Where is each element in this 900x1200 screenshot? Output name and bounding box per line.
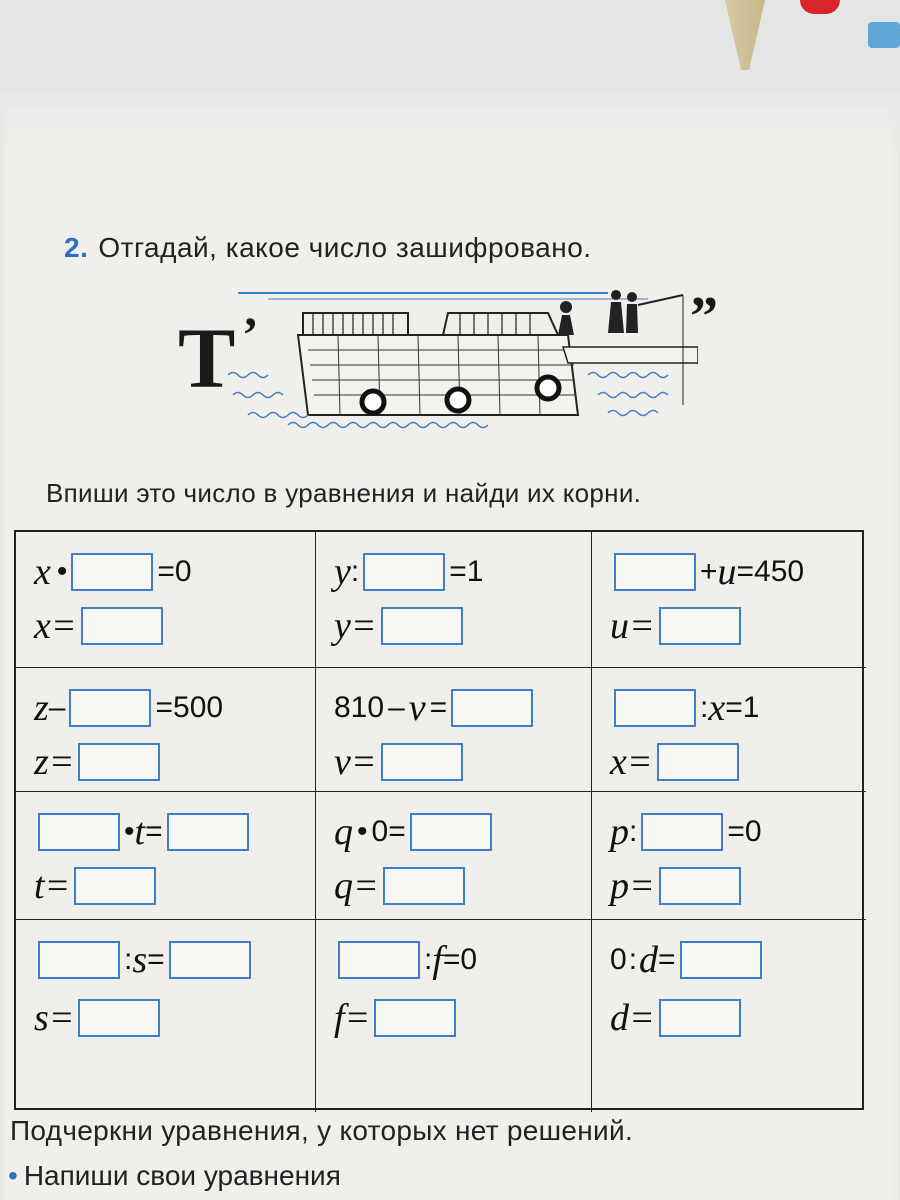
blue-object-icon <box>868 22 900 48</box>
equation-rest: = <box>147 943 165 976</box>
answer-box[interactable] <box>38 813 120 851</box>
root-line <box>34 996 164 1040</box>
equation-variable: f <box>432 939 443 981</box>
equation-cell <box>316 792 592 920</box>
equation-variable: t <box>134 811 146 853</box>
root-line <box>610 740 743 784</box>
answer-box[interactable] <box>363 553 445 591</box>
root-line <box>334 864 469 908</box>
root-box[interactable] <box>381 607 463 645</box>
operator: : <box>124 943 133 976</box>
equation-line <box>334 550 483 594</box>
root-box[interactable] <box>78 999 160 1037</box>
equations-table <box>14 530 864 1110</box>
root-label: x= <box>610 741 653 783</box>
root-label: q= <box>334 865 379 907</box>
root-line <box>334 604 467 648</box>
answer-box[interactable] <box>169 941 251 979</box>
equation-rest: =450 <box>736 555 805 588</box>
root-line <box>610 864 745 908</box>
equation-variable: q <box>334 811 353 853</box>
root-label: f= <box>334 997 371 1039</box>
answer-box[interactable] <box>410 813 492 851</box>
equation-rest: =0 <box>442 943 478 976</box>
operator: : <box>629 815 638 848</box>
equation-rest: 0= <box>371 815 406 848</box>
root-box[interactable] <box>659 867 741 905</box>
root-line <box>334 996 460 1040</box>
equation-cell <box>592 792 866 920</box>
root-line <box>610 604 745 648</box>
root-label: p= <box>610 865 655 907</box>
rebus-letter: Т <box>178 310 236 406</box>
root-box[interactable] <box>374 999 456 1037</box>
root-box[interactable] <box>657 743 739 781</box>
equation-rest: =0 <box>157 555 192 588</box>
equation-variable: p <box>610 811 629 853</box>
operator: • <box>357 815 368 848</box>
answer-box[interactable] <box>641 813 723 851</box>
equation-cell <box>316 532 592 668</box>
answer-box[interactable] <box>614 553 696 591</box>
equation-variable: s <box>132 939 148 981</box>
operator: – <box>48 691 66 724</box>
equation-variable: d <box>639 939 659 981</box>
root-label: x= <box>34 605 77 647</box>
equation-rest: = <box>429 691 448 724</box>
equation-cell <box>16 532 316 668</box>
answer-box[interactable] <box>338 941 420 979</box>
root-line <box>34 864 160 908</box>
equation-line <box>334 938 477 982</box>
write-instruction-text: Напиши свои уравнения <box>23 1160 341 1191</box>
equation-rest: =0 <box>727 815 762 848</box>
root-line <box>34 740 164 784</box>
equation-rest: = <box>658 943 676 976</box>
equation-cell <box>16 668 316 792</box>
rebus-puzzle <box>178 285 738 445</box>
operator: + <box>700 555 718 588</box>
task-title-text: Отгадай, какое число зашифровано. <box>98 232 592 263</box>
equation-line <box>34 686 223 730</box>
equation-number: 0 <box>610 943 627 976</box>
barge-illustration-icon <box>228 285 698 435</box>
answer-box[interactable] <box>680 941 762 979</box>
equation-rest: = <box>145 815 163 848</box>
operator: : <box>350 555 360 588</box>
rebus-apostrophe: ’ <box>242 306 259 362</box>
root-box[interactable] <box>81 607 163 645</box>
underline-instruction: Подчеркни уравнения, у которых нет решений. <box>10 1115 634 1146</box>
equation-number: 810 <box>334 691 385 724</box>
plastic-cover-edge <box>0 92 900 152</box>
answer-box[interactable] <box>69 689 151 727</box>
equation-cell <box>592 532 866 668</box>
operator: : <box>424 943 433 976</box>
answer-box[interactable] <box>38 941 120 979</box>
root-box[interactable] <box>78 743 160 781</box>
task-number: 2. <box>64 232 89 263</box>
answer-box[interactable] <box>614 689 696 727</box>
equation-variable: x <box>708 687 726 729</box>
operator: • <box>56 555 68 588</box>
root-label: d= <box>610 997 655 1039</box>
root-box[interactable] <box>659 999 741 1037</box>
equation-variable: u <box>717 551 737 593</box>
equation-rest: =500 <box>155 691 224 724</box>
root-label: u= <box>610 605 655 647</box>
root-box[interactable] <box>659 607 741 645</box>
equation-cell <box>16 792 316 920</box>
equation-line <box>334 686 537 730</box>
equation-variable: z <box>34 687 49 729</box>
root-label: t= <box>34 865 71 907</box>
write-instruction <box>8 1160 341 1192</box>
equation-cell <box>592 668 866 792</box>
instruction-text: Впиши это число в уравнения и найди их корни. <box>46 478 642 508</box>
answer-box[interactable] <box>451 689 533 727</box>
equation-variable: x <box>34 551 51 593</box>
equation-line <box>610 938 766 982</box>
equation-cell <box>316 920 592 1112</box>
root-line <box>34 604 167 648</box>
root-box[interactable] <box>74 867 156 905</box>
equation-line <box>34 550 192 594</box>
root-label: v= <box>334 741 377 783</box>
answer-box[interactable] <box>167 813 249 851</box>
equation-cell <box>16 920 316 1112</box>
root-line <box>610 996 745 1040</box>
operator: : <box>628 943 638 976</box>
bullet-icon: • <box>8 1160 18 1191</box>
operator: : <box>700 691 709 724</box>
root-label: z= <box>34 741 75 783</box>
equation-variable: y <box>334 551 351 593</box>
equation-line <box>610 686 759 730</box>
equation-rest: =1 <box>725 691 760 724</box>
answer-box[interactable] <box>71 553 153 591</box>
operator: – <box>388 691 405 724</box>
root-label: y= <box>334 605 377 647</box>
root-box[interactable] <box>383 867 465 905</box>
equation-line <box>34 810 253 854</box>
root-line <box>334 740 467 784</box>
equation-line <box>610 810 762 854</box>
equation-line <box>334 810 496 854</box>
operator: • <box>124 815 135 848</box>
equation-line <box>610 550 804 594</box>
root-box[interactable] <box>381 743 463 781</box>
equation-variable: v <box>408 687 426 729</box>
equation-cell <box>316 668 592 792</box>
rebus-quote: ” <box>690 286 718 348</box>
equation-cell <box>592 920 866 1112</box>
task-heading <box>64 232 592 264</box>
equation-line <box>34 938 255 982</box>
equation-rest: =1 <box>449 555 484 588</box>
root-label: s= <box>34 997 75 1039</box>
